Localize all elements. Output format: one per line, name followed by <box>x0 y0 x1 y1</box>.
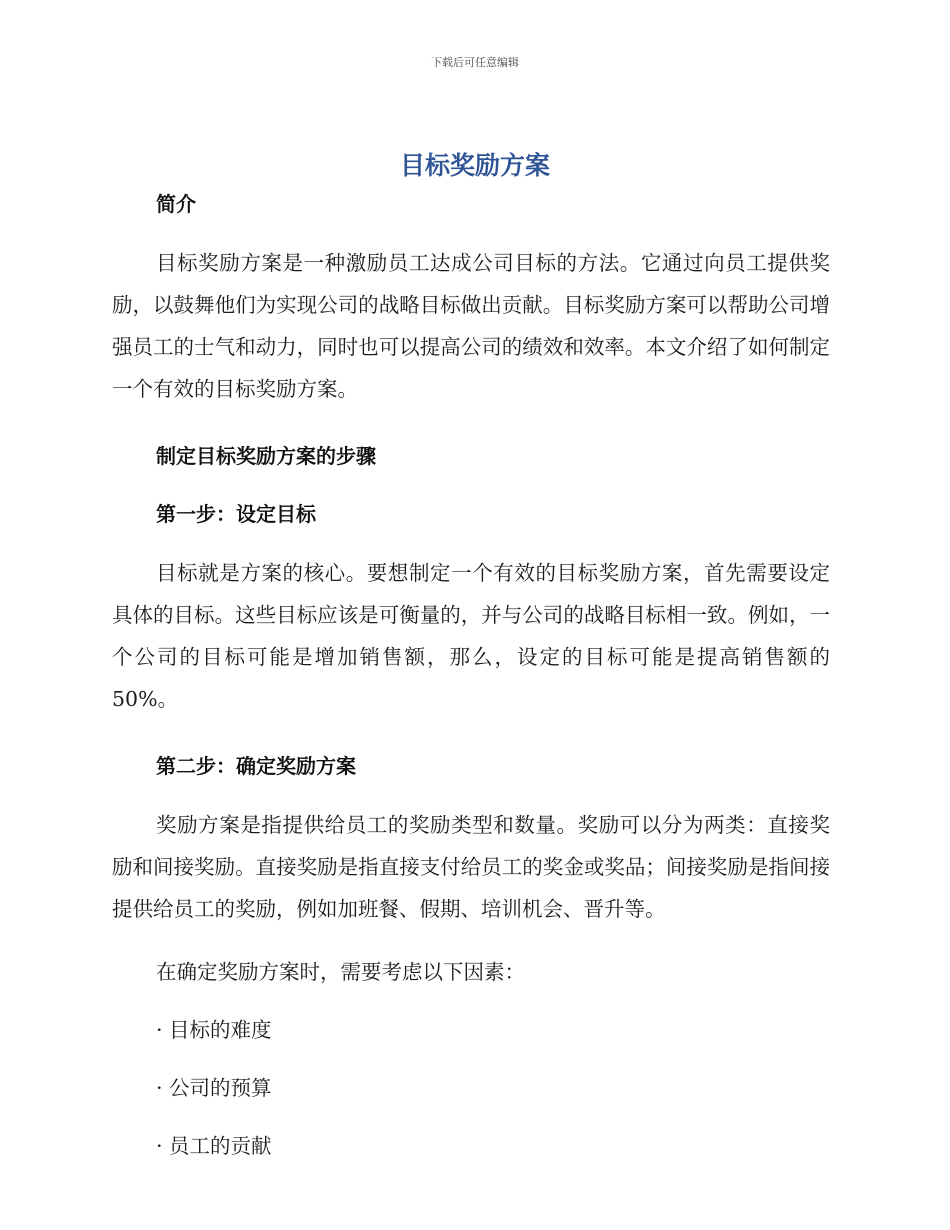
factor-item: · 目标的难度 <box>156 1018 272 1042</box>
factor-item: · 公司的预算 <box>156 1076 272 1100</box>
steps-heading: 制定目标奖励方案的步骤 <box>156 444 376 468</box>
step2-heading: 第二步：确定奖励方案 <box>156 754 356 778</box>
intro-paragraph: 目标奖励方案是一种激励员工达成公司目标的方法。它通过向员工提供奖励，以鼓舞他们为实现公司的战略目标做出贡献。目标奖励方案可以帮助公司增强员工的士气和动力，同时也可以提高公司的绩效和效率。本文介绍了如何制定一个有效的目标奖励方案。 <box>112 251 830 401</box>
step2-paragraph: 奖励方案是指提供给员工的奖励类型和数量。奖励可以分为两类：直接奖励和间接奖励。直接奖励是指直接支付给员工的奖金或奖品；间接奖励是指间接提供给员工的奖励，例如加班餐、假期、培训机会、晋升等。 <box>112 813 830 921</box>
document-body <box>112 188 830 1162</box>
step1-paragraph: 目标就是方案的核心。要想制定一个有效的目标奖励方案，首先需要设定具体的目标。这些目标应该是可衡量的，并与公司的战略目标相一致。例如，一个公司的目标可能是增加销售额，那么，设定的目标可能是提高销售额的 50%。 <box>112 561 830 711</box>
factor-item: · 员工的贡献 <box>156 1134 272 1158</box>
document-title: 目标奖励方案 <box>399 151 550 180</box>
step1-heading: 第一步：设定目标 <box>156 502 316 526</box>
intro-heading: 简介 <box>156 192 196 216</box>
factors-intro: 在确定奖励方案时，需要考虑以下因素： <box>156 960 525 984</box>
header-note: 下载后可任意编辑 <box>431 56 519 69</box>
